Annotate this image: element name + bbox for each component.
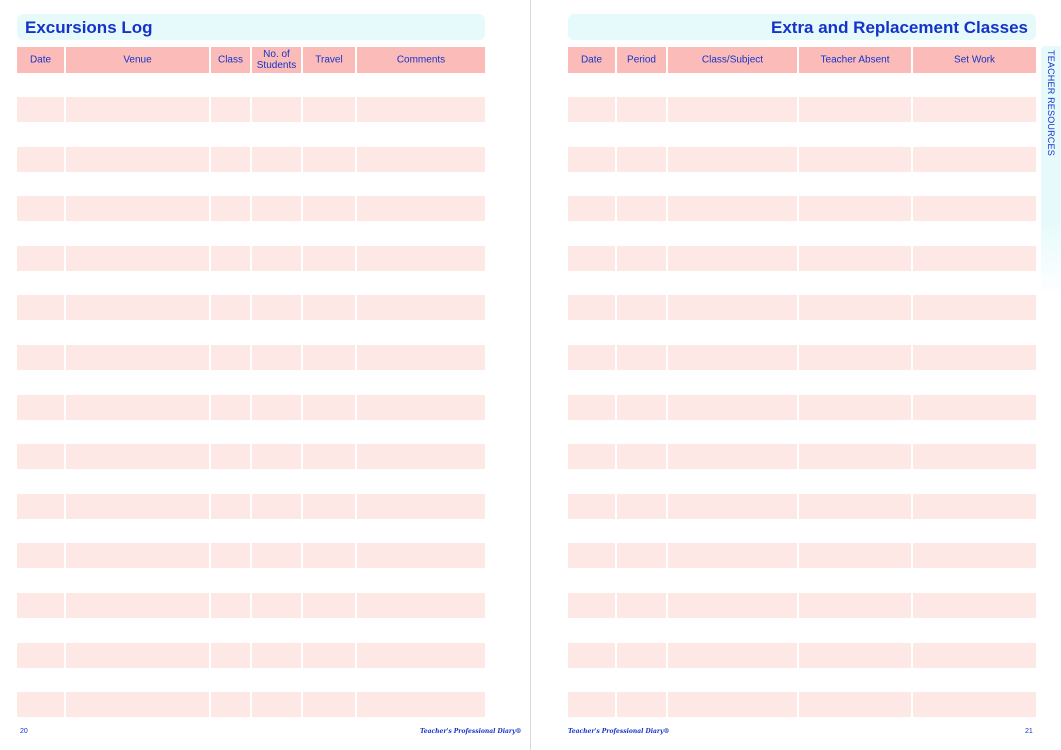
table-cell[interactable] [357, 593, 485, 618]
table-cell[interactable] [211, 97, 250, 122]
table-cell[interactable] [617, 643, 666, 668]
table-cell[interactable] [617, 543, 666, 568]
table-cell[interactable] [668, 593, 797, 618]
table-cell[interactable] [617, 97, 666, 122]
table-cell[interactable] [357, 97, 485, 122]
header-cell-period: Period [617, 47, 666, 73]
table-cell[interactable] [17, 295, 64, 320]
table-cell[interactable] [211, 196, 250, 221]
table-cell[interactable] [303, 444, 355, 469]
table-cell[interactable] [799, 444, 911, 469]
table-cell[interactable] [17, 593, 64, 618]
table-cell[interactable] [252, 196, 301, 221]
table-cell[interactable] [252, 295, 301, 320]
table-cell[interactable] [913, 543, 1036, 568]
table-cell[interactable] [17, 444, 64, 469]
table-cell[interactable] [252, 643, 301, 668]
header-cell-class: Class [211, 47, 250, 73]
header-cell-date: Date [17, 47, 64, 73]
table-cell[interactable] [252, 97, 301, 122]
table-cell[interactable] [211, 345, 250, 370]
header-cell-teacher-absent: Teacher Absent [799, 47, 911, 73]
header-cell-students: No. of Students [252, 47, 301, 73]
table-cell[interactable] [617, 593, 666, 618]
teacher-resources-tab[interactable] [1041, 46, 1061, 296]
table-cell[interactable] [66, 196, 209, 221]
table-cell[interactable] [211, 147, 250, 172]
footer-brand-right: Teacher's Professional Diary® [568, 728, 670, 735]
table-cell[interactable] [799, 593, 911, 618]
table-cell[interactable] [17, 543, 64, 568]
table-cell[interactable] [17, 196, 64, 221]
table-cell[interactable] [617, 295, 666, 320]
table-cell[interactable] [66, 593, 209, 618]
table-cell[interactable] [303, 246, 355, 271]
page-spine [530, 0, 531, 750]
table-cell[interactable] [303, 543, 355, 568]
table-cell[interactable] [303, 395, 355, 420]
header-cell-venue: Venue [66, 47, 209, 73]
table-cell[interactable] [303, 494, 355, 519]
table-cell[interactable] [617, 692, 666, 717]
table-cell[interactable] [211, 246, 250, 271]
table-cell[interactable] [357, 196, 485, 221]
header-cell-travel: Travel [303, 47, 355, 73]
table-cell[interactable] [252, 444, 301, 469]
header-cell-class-subject: Class/Subject [668, 47, 797, 73]
table-cell[interactable] [303, 345, 355, 370]
table-cell[interactable] [913, 295, 1036, 320]
table-cell[interactable] [617, 147, 666, 172]
table-cell[interactable] [617, 196, 666, 221]
table-cell[interactable] [211, 395, 250, 420]
table-cell[interactable] [799, 196, 911, 221]
header-cell-comments: Comments [357, 47, 485, 73]
table-cell[interactable] [211, 494, 250, 519]
table-cell[interactable] [17, 246, 64, 271]
table-cell[interactable] [66, 295, 209, 320]
table-cell[interactable] [668, 345, 797, 370]
table-cell[interactable] [66, 692, 209, 717]
table-cell[interactable] [913, 97, 1036, 122]
table-cell[interactable] [211, 593, 250, 618]
table-cell[interactable] [913, 643, 1036, 668]
table-cell[interactable] [913, 593, 1036, 618]
table-cell[interactable] [357, 444, 485, 469]
table-cell[interactable] [568, 147, 615, 172]
table-cell[interactable] [568, 395, 615, 420]
table-cell[interactable] [303, 196, 355, 221]
table-cell[interactable] [617, 345, 666, 370]
table-cell[interactable] [568, 494, 615, 519]
table-cell[interactable] [252, 593, 301, 618]
table-cell[interactable] [211, 444, 250, 469]
table-cell[interactable] [668, 543, 797, 568]
table-cell[interactable] [799, 494, 911, 519]
table-cell[interactable] [913, 147, 1036, 172]
table-cell[interactable] [17, 97, 64, 122]
table-cell[interactable] [303, 593, 355, 618]
table-cell[interactable] [668, 196, 797, 221]
table-cell[interactable] [913, 246, 1036, 271]
table-cell[interactable] [668, 147, 797, 172]
table-cell[interactable] [357, 395, 485, 420]
table-cell[interactable] [357, 246, 485, 271]
table-cell[interactable] [668, 444, 797, 469]
table-cell[interactable] [211, 643, 250, 668]
table-cell[interactable] [357, 692, 485, 717]
table-cell[interactable] [303, 692, 355, 717]
table-cell[interactable] [668, 395, 797, 420]
header-cell-set-work: Set Work [913, 47, 1036, 73]
table-cell[interactable] [357, 643, 485, 668]
table-cell[interactable] [303, 643, 355, 668]
table-cell[interactable] [357, 543, 485, 568]
table-cell[interactable] [668, 295, 797, 320]
table-cell[interactable] [799, 97, 911, 122]
table-cell[interactable] [568, 295, 615, 320]
table-cell[interactable] [66, 395, 209, 420]
table-cell[interactable] [668, 246, 797, 271]
table-cell[interactable] [357, 295, 485, 320]
table-cell[interactable] [568, 196, 615, 221]
table-cell[interactable] [799, 692, 911, 717]
table-cell[interactable] [211, 295, 250, 320]
table-cell[interactable] [568, 345, 615, 370]
table-cell[interactable] [66, 345, 209, 370]
table-cell[interactable] [913, 345, 1036, 370]
table-cell[interactable] [17, 643, 64, 668]
table-cell[interactable] [913, 196, 1036, 221]
table-cell[interactable] [617, 246, 666, 271]
table-cell[interactable] [211, 692, 250, 717]
page-number-right: 21 [1025, 728, 1033, 735]
table-cell[interactable] [799, 395, 911, 420]
table-cell[interactable] [568, 444, 615, 469]
header-cell-date: Date [568, 47, 615, 73]
table-cell[interactable] [17, 494, 64, 519]
table-cell[interactable] [17, 692, 64, 717]
table-cell[interactable] [252, 543, 301, 568]
table-cell[interactable] [913, 494, 1036, 519]
table-cell[interactable] [668, 494, 797, 519]
table-cell[interactable] [568, 246, 615, 271]
table-cell[interactable] [17, 395, 64, 420]
table-cell[interactable] [17, 345, 64, 370]
page-number-left: 20 [20, 728, 28, 735]
table-cell[interactable] [617, 494, 666, 519]
table-cell[interactable] [799, 643, 911, 668]
table-cell[interactable] [799, 345, 911, 370]
table-cell[interactable] [252, 246, 301, 271]
teacher-resources-tab-label: TEACHER RESOURCES [1046, 50, 1056, 156]
table-cell[interactable] [66, 97, 209, 122]
table-cell[interactable] [799, 147, 911, 172]
table-cell[interactable] [568, 593, 615, 618]
table-cell[interactable] [252, 147, 301, 172]
table-cell[interactable] [252, 395, 301, 420]
table-cell[interactable] [66, 444, 209, 469]
table-cell[interactable] [357, 147, 485, 172]
table-cell[interactable] [357, 494, 485, 519]
table-cell[interactable] [913, 395, 1036, 420]
table-cell[interactable] [66, 494, 209, 519]
table-cell[interactable] [252, 345, 301, 370]
table-cell[interactable] [66, 147, 209, 172]
table-cell[interactable] [252, 494, 301, 519]
table-cell[interactable] [66, 246, 209, 271]
table-cell[interactable] [568, 692, 615, 717]
table-cell[interactable] [303, 295, 355, 320]
table-cell[interactable] [303, 97, 355, 122]
page-title-extra-classes: Extra and Replacement Classes [568, 14, 1036, 40]
table-cell[interactable] [913, 444, 1036, 469]
footer-brand-left: Teacher's Professional Diary® [420, 728, 522, 735]
page-title-excursions: Excursions Log [17, 14, 485, 40]
table-cell[interactable] [668, 643, 797, 668]
table-cell[interactable] [799, 543, 911, 568]
table-cell[interactable] [211, 543, 250, 568]
table-cell[interactable] [913, 692, 1036, 717]
table-cell[interactable] [799, 246, 911, 271]
table-cell[interactable] [568, 543, 615, 568]
table-cell[interactable] [17, 147, 64, 172]
table-cell[interactable] [303, 147, 355, 172]
table-cell[interactable] [668, 97, 797, 122]
table-cell[interactable] [66, 643, 209, 668]
table-cell[interactable] [568, 643, 615, 668]
table-cell[interactable] [568, 97, 615, 122]
table-cell[interactable] [799, 295, 911, 320]
table-cell[interactable] [617, 444, 666, 469]
table-cell[interactable] [617, 395, 666, 420]
table-cell[interactable] [357, 345, 485, 370]
table-cell[interactable] [66, 543, 209, 568]
table-cell[interactable] [668, 692, 797, 717]
table-cell[interactable] [252, 692, 301, 717]
